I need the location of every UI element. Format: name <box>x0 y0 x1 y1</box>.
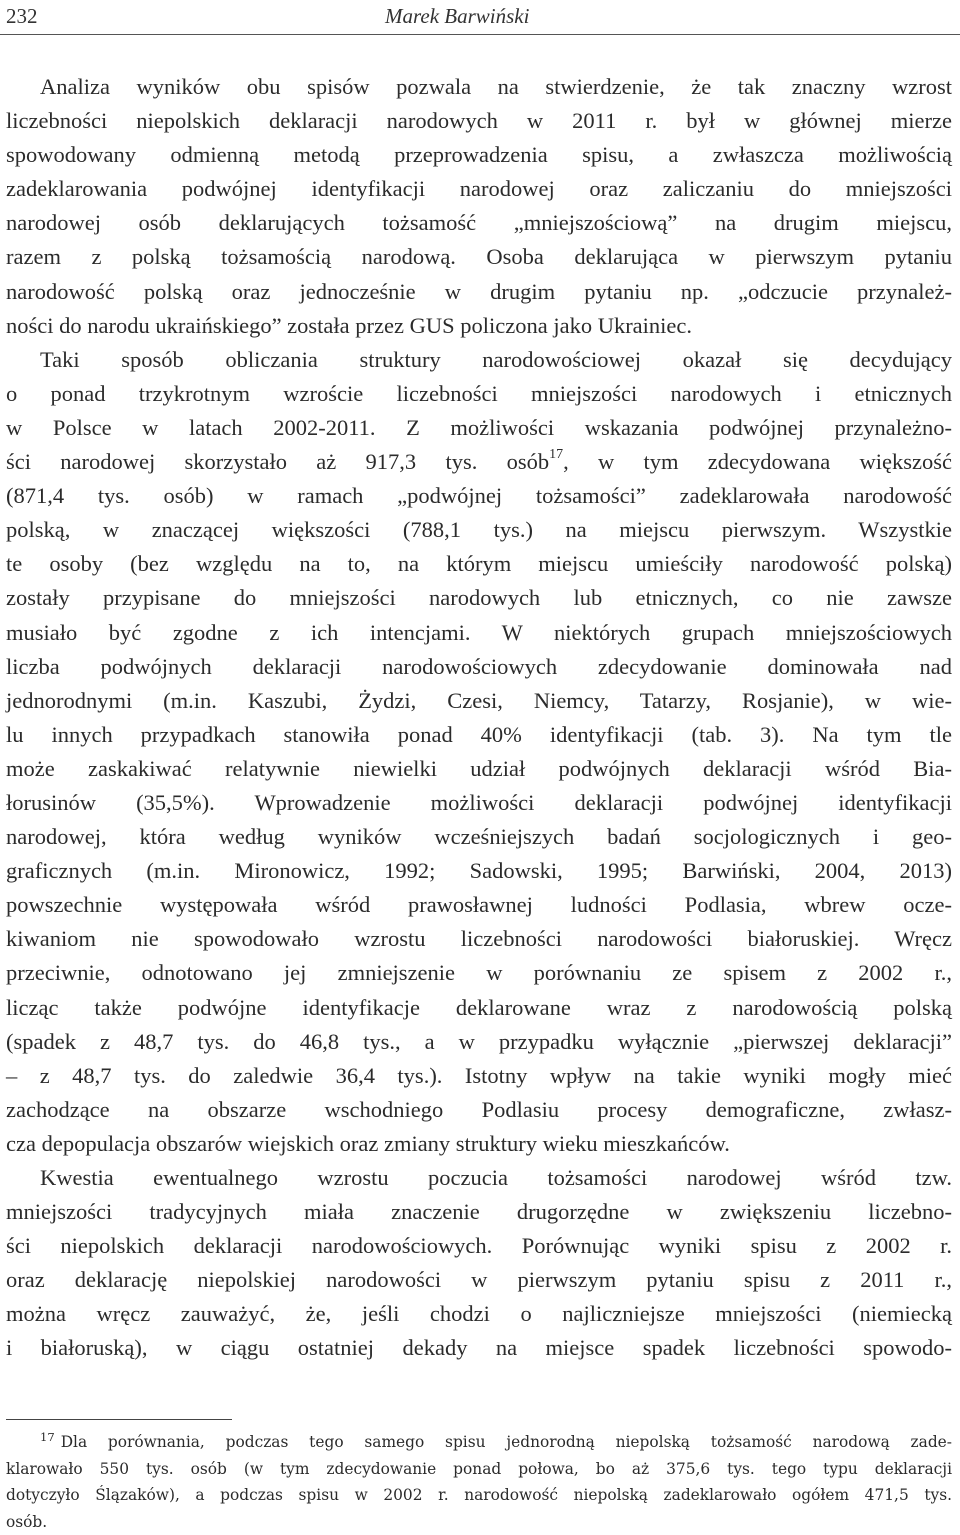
text-line: spowodowany odmienną metodą przeprowadzenia spisu, a zwłaszcza możliwością <box>6 138 952 172</box>
text-line: Kwestia ewentualnego wzrostu poczucia tożsamości narodowej wśród tzw. <box>6 1161 952 1195</box>
text-line: zostały przypisane do mniejszości narodowych lub etnicznych, co nie zawsze <box>6 581 952 615</box>
page-number: 232 <box>6 4 38 29</box>
footnote-text: Dla porównania, podczas tego samego spisu jednorodną niepolską tożsamość narodową zade- <box>61 1433 952 1451</box>
text-line: licząc także podwójne identyfikacje deklarowane wraz z narodowością polską <box>6 991 952 1025</box>
text-line: jednorodnymi (m.in. Kaszubi, Żydzi, Czesi, Niemcy, Tatarzy, Rosjanie), w wie- <box>6 684 952 718</box>
text-line: ści niepolskich deklaracji narodowościowych. Porównując wyniki spisu z 2002 r. <box>6 1229 952 1263</box>
text-line: narodowej osób deklarujących tożsamość „mniejszościową” na drugim miejscu, <box>6 206 952 240</box>
text-line: cza depopulacja obszarów wiejskich oraz zmiany struktury wieku mieszkańców. <box>6 1127 952 1161</box>
text-line: ności do narodu ukraińskiego” została przez GUS policzona jako Ukrainiec. <box>6 309 952 343</box>
text-line: oraz deklarację niepolskiej narodowości w pierwszym pytaniu spisu z 2011 r., <box>6 1263 952 1297</box>
footnote-line: dotyczyło Ślązaków), a podczas spisu w 2002 r. narodowość niepolską zadeklarowało ogółem 471,5 tys. <box>6 1482 952 1509</box>
text-line: te osoby (bez względu na to, na którym miejscu umieściły narodowość polską) <box>6 547 952 581</box>
text-line: powszechnie występowała wśród prawosławnej ludności Podlasia, wbrew ocze- <box>6 888 952 922</box>
running-head-author: Marek Barwiński <box>385 4 529 29</box>
footnote-marker: 17 <box>40 1430 55 1444</box>
text-line: w Polsce w latach 2002-2011. Z możliwości wskazania podwójnej przynależno- <box>6 411 952 445</box>
text-line: zachodzące na obszarze wschodniego Podlasiu procesy demograficzne, zwłasz- <box>6 1093 952 1127</box>
running-header <box>0 0 960 34</box>
footnote-separator <box>6 1419 232 1420</box>
text-line: Taki sposób obliczania struktury narodowościowej okazał się decydujący <box>6 343 952 377</box>
text-line: liczebności niepolskich deklaracji narodowych w 2011 r. był w głównej mierze <box>6 104 952 138</box>
text-line: i białoruską), w ciągu ostatniej dekady na miejsce spadek liczebności spowodo- <box>6 1331 952 1365</box>
text-line: razem z polską tożsamością narodową. Osoba deklarująca w pierwszym pytaniu <box>6 240 952 274</box>
text-line: łorusinów (35,5%). Wprowadzenie możliwości deklaracji podwójnej identyfikacji <box>6 786 952 820</box>
text-line: liczba podwójnych deklaracji narodowościowych zdecydowanie dominowała nad <box>6 650 952 684</box>
text-line: zadeklarowania podwójnej identyfikacji narodowej oraz zaliczaniu do mniejszości <box>6 172 952 206</box>
text-line: musiało być zgodne z ich intencjami. W niektórych grupach mniejszościowych <box>6 616 952 650</box>
header-rule <box>0 34 960 35</box>
text-line: może zaskakiwać relatywnie niewielki udział podwójnych deklaracji wśród Bia- <box>6 752 952 786</box>
text-line: przeciwnie, odnotowano jej zmniejszenie w porównaniu ze spisem z 2002 r., <box>6 956 952 990</box>
text-line: graficznych (m.in. Mironowicz, 1992; Sadowski, 1995; Barwiński, 2004, 2013) <box>6 854 952 888</box>
text-line: narodowej, która według wyników wcześniejszych badań socjologicznych i geo- <box>6 820 952 854</box>
main-text <box>6 70 952 1366</box>
text-line-with-footnote-ref <box>6 445 952 479</box>
text-segment: ści narodowej skorzystało aż 917,3 tys. osób <box>6 449 549 474</box>
text-segment: , w tym zdecydowana większość <box>563 449 952 474</box>
text-line: kiwaniom nie spowodowało wzrostu liczebności narodowości białoruskiej. Wręcz <box>6 922 952 956</box>
footnote-line <box>6 1429 952 1456</box>
text-line: o ponad trzykrotnym wzroście liczebności mniejszości narodowych i etnicznych <box>6 377 952 411</box>
text-line: mniejszości tradycyjnych miała znaczenie drugorzędne w zwiększeniu liczebno- <box>6 1195 952 1229</box>
text-line: można wręcz zauważyć, że, jeśli chodzi o najliczniejsze mniejszości (niemiecką <box>6 1297 952 1331</box>
text-line: lu innych przypadkach stanowiła ponad 40% identyfikacji (tab. 3). Na tym tle <box>6 718 952 752</box>
footnote-line: klarowało 550 tys. osób (w tym zdecydowanie ponad połowa, bo aż 375,6 tys. tego typu deklaracji <box>6 1456 952 1483</box>
text-line: polską, w znaczącej większości (788,1 tys.) na miejscu pierwszym. Wszystkie <box>6 513 952 547</box>
text-line: (871,4 tys. osób) w ramach „podwójnej tożsamości” zadeklarowała narodowość <box>6 479 952 513</box>
footnote <box>6 1429 952 1535</box>
text-line: Analiza wyników obu spisów pozwala na stwierdzenie, że tak znaczny wzrost <box>6 70 952 104</box>
text-line: – z 48,7 tys. do zaledwie 36,4 tys.). Istotny wpływ na takie wyniki mogły mieć <box>6 1059 952 1093</box>
text-line: narodowość polską oraz jednocześnie w drugim pytaniu np. „odczucie przynależ- <box>6 275 952 309</box>
footnote-reference[interactable]: 17 <box>549 447 563 462</box>
text-line: (spadek z 48,7 tys. do 46,8 tys., a w przypadku wyłącznie „pierwszej deklaracji” <box>6 1025 952 1059</box>
footnote-line: osób. <box>6 1509 952 1535</box>
